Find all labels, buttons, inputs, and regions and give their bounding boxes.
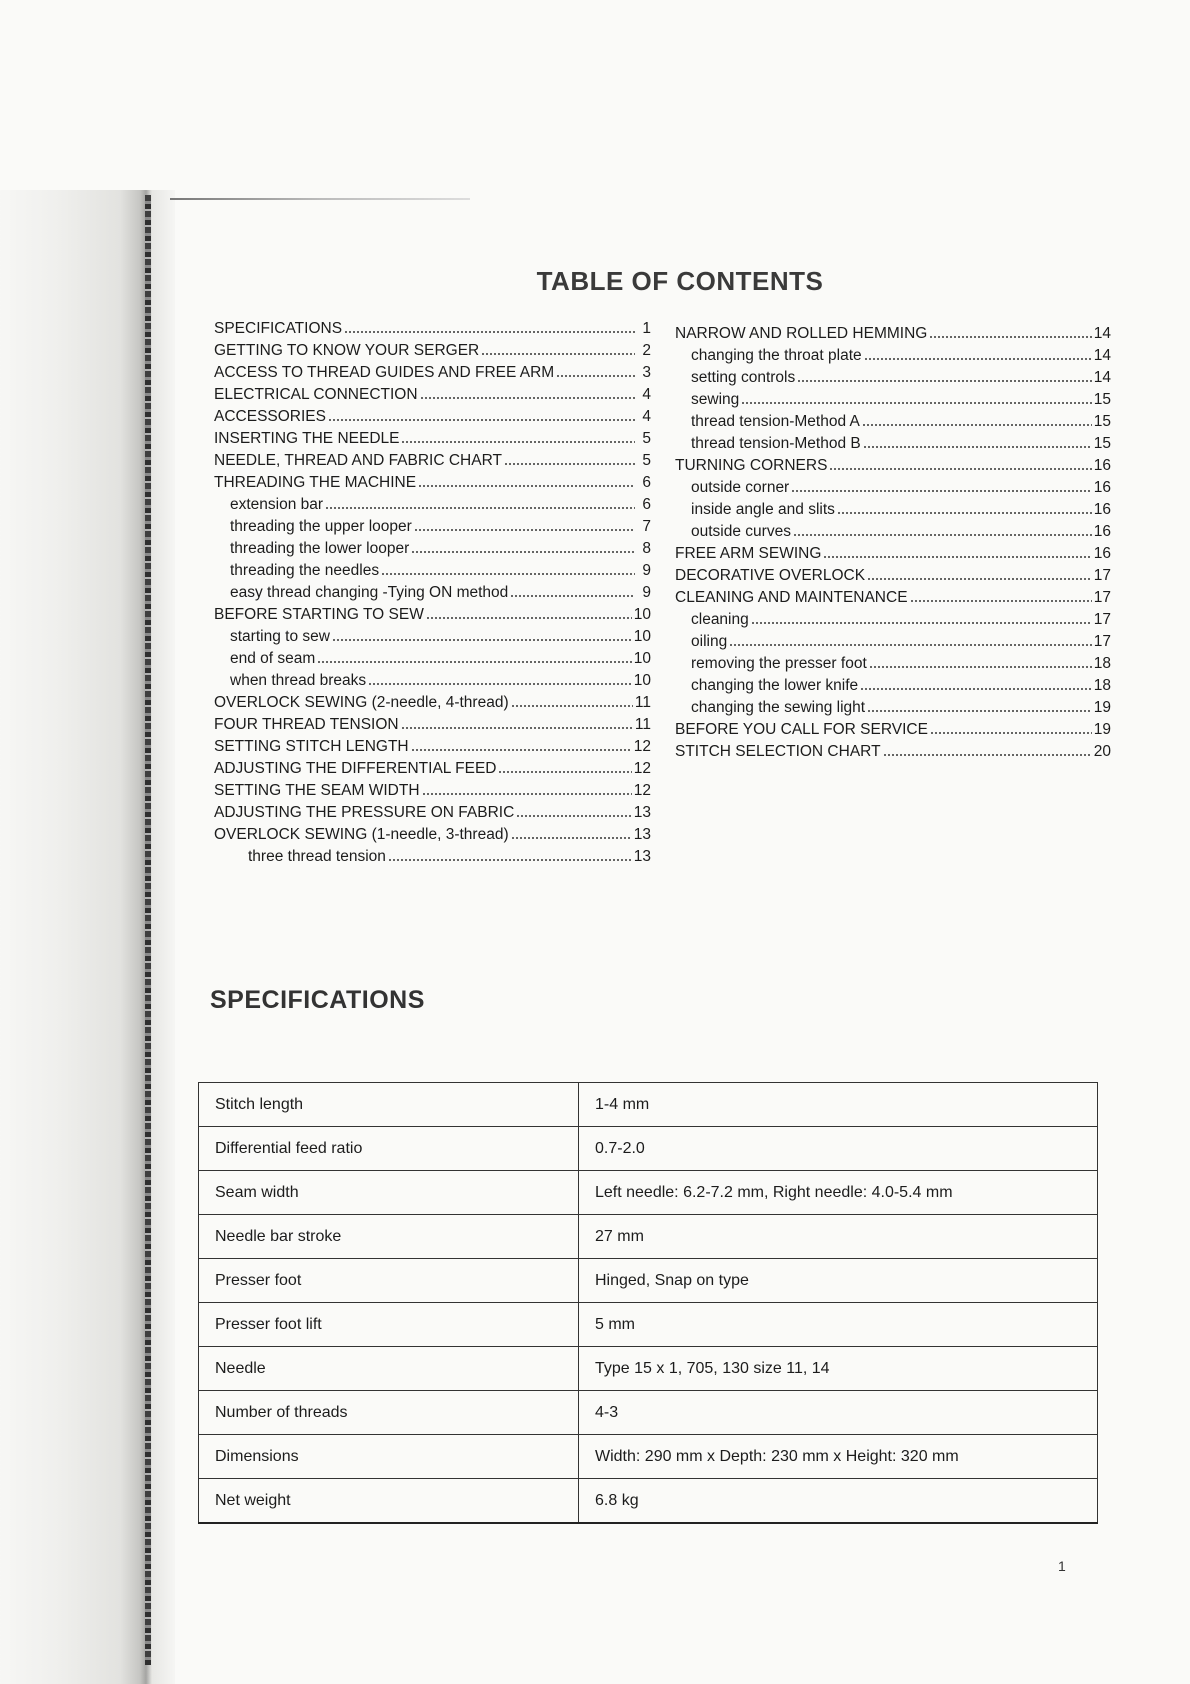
toc-entry xyxy=(675,389,1111,411)
toc-entry-page: 10 xyxy=(633,672,651,689)
toc-leader-dots xyxy=(401,440,635,444)
toc-entry xyxy=(214,340,651,362)
toc-leader-dots xyxy=(883,753,1092,757)
toc-entry-page: 16 xyxy=(1093,545,1111,562)
toc-entry xyxy=(675,675,1111,697)
toc-entry-page: 19 xyxy=(1093,721,1111,738)
toc-entry-label: INSERTING THE NEEDLE xyxy=(214,430,400,447)
toc-entry xyxy=(214,692,651,714)
toc-leader-dots xyxy=(869,665,1092,669)
toc-entry xyxy=(675,477,1111,499)
toc-leader-dots xyxy=(729,643,1092,647)
toc-entry-label: OVERLOCK SEWING (2-needle, 4-thread) xyxy=(214,694,509,711)
toc-entry-label: OVERLOCK SEWING (1-needle, 3-thread) xyxy=(214,826,509,843)
toc-entry-page: 14 xyxy=(1093,325,1111,342)
toc-entry-label: cleaning xyxy=(691,611,749,628)
toc-entry xyxy=(675,543,1111,565)
toc-leader-dots xyxy=(797,379,1092,383)
binding-edge xyxy=(145,195,151,1665)
toc-entry xyxy=(214,670,651,692)
toc-entry xyxy=(214,428,651,450)
spec-row xyxy=(199,1259,1098,1303)
toc-entry xyxy=(214,736,651,758)
toc-entry-label: thread tension-Method A xyxy=(691,413,860,430)
toc-entry-page: 14 xyxy=(1093,347,1111,364)
toc-leader-dots xyxy=(864,357,1092,361)
toc-entry xyxy=(214,450,651,472)
spec-row xyxy=(199,1391,1098,1435)
toc-entry xyxy=(675,433,1111,455)
toc-entry-label: GETTING TO KNOW YOUR SERGER xyxy=(214,342,480,359)
toc-entry xyxy=(214,758,651,780)
toc-entry xyxy=(214,538,651,560)
toc-entry-page: 16 xyxy=(1093,457,1111,474)
toc-entry xyxy=(675,609,1111,631)
toc-entry-label: TURNING CORNERS xyxy=(675,457,828,474)
spec-value: 27 mm xyxy=(579,1215,1098,1259)
toc-entry-label: ACCESS TO THREAD GUIDES AND FREE ARM xyxy=(214,364,555,381)
spec-value: Type 15 x 1, 705, 130 size 11, 14 xyxy=(579,1347,1098,1391)
toc-entry-label: threading the lower looper xyxy=(230,540,410,557)
toc-leader-dots xyxy=(481,352,635,356)
toc-entry xyxy=(214,318,651,340)
toc-leader-dots xyxy=(411,550,635,554)
toc-leader-dots xyxy=(504,462,635,466)
toc-entry-label: starting to sew xyxy=(230,628,330,645)
toc-entry xyxy=(675,719,1111,741)
toc-entry-label: when thread breaks xyxy=(230,672,367,689)
toc-entry-label: SPECIFICATIONS xyxy=(214,320,343,337)
spec-row xyxy=(199,1127,1098,1171)
toc-leader-dots xyxy=(328,418,635,422)
toc-leader-dots xyxy=(422,792,632,796)
spec-name: Stitch length xyxy=(199,1083,579,1127)
toc-entry-label: ELECTRICAL CONNECTION xyxy=(214,386,418,403)
spec-row xyxy=(199,1347,1098,1391)
toc-entry xyxy=(675,455,1111,477)
toc-leader-dots xyxy=(751,621,1092,625)
toc-leader-dots xyxy=(930,731,1092,735)
toc-entry-page: 5 xyxy=(642,430,651,447)
spec-value: 0.7-2.0 xyxy=(579,1127,1098,1171)
toc-leader-dots xyxy=(829,467,1091,471)
toc-entry-label: thread tension-Method B xyxy=(691,435,861,452)
toc-leader-dots xyxy=(317,660,631,664)
toc-entry-label: BEFORE STARTING TO SEW xyxy=(214,606,424,623)
toc-entry-page: 9 xyxy=(642,584,651,601)
toc-entry-page: 12 xyxy=(633,760,651,777)
toc-entry-page: 13 xyxy=(633,826,651,843)
toc-entry-page: 8 xyxy=(642,540,651,557)
spec-value: 4-3 xyxy=(579,1391,1098,1435)
spec-value: Hinged, Snap on type xyxy=(579,1259,1098,1303)
toc-entry xyxy=(214,626,651,648)
toc-leader-dots xyxy=(863,445,1092,449)
toc-entry xyxy=(214,384,651,406)
spec-row xyxy=(199,1215,1098,1259)
toc-entry-label: end of seam xyxy=(230,650,316,667)
toc-entry-label: FREE ARM SEWING xyxy=(675,545,822,562)
toc-entry xyxy=(675,697,1111,719)
spec-name: Number of threads xyxy=(199,1391,579,1435)
specifications-title: SPECIFICATIONS xyxy=(210,986,425,1014)
spec-name: Net weight xyxy=(199,1479,579,1524)
toc-entry xyxy=(214,714,651,736)
toc-entry xyxy=(214,824,651,846)
toc-entry-label: THREADING THE MACHINE xyxy=(214,474,417,491)
toc-entry-page: 4 xyxy=(642,408,651,425)
toc-entry xyxy=(214,846,651,868)
specifications-table xyxy=(198,1082,1098,1524)
spec-name: Differential feed ratio xyxy=(199,1127,579,1171)
toc-entry-page: 15 xyxy=(1093,413,1111,430)
toc-entry-page: 5 xyxy=(642,452,651,469)
toc-leader-dots xyxy=(381,572,635,576)
toc-entry xyxy=(214,362,651,384)
spec-row xyxy=(199,1083,1098,1127)
toc-entry-label: NEEDLE, THREAD AND FABRIC CHART xyxy=(214,452,502,469)
spec-value: Left needle: 6.2-7.2 mm, Right needle: 4.0-5.4 mm xyxy=(579,1171,1098,1215)
toc-entry-label: setting controls xyxy=(691,369,796,386)
toc-entry-label: DECORATIVE OVERLOCK xyxy=(675,567,866,584)
toc-leader-dots xyxy=(332,638,632,642)
toc-entry xyxy=(675,323,1111,345)
toc-entry-page: 3 xyxy=(642,364,651,381)
toc-entry-label: easy thread changing -Tying ON method xyxy=(230,584,509,601)
spec-row xyxy=(199,1171,1098,1215)
toc-entry xyxy=(675,521,1111,543)
toc-entry xyxy=(675,631,1111,653)
toc-entry-page: 18 xyxy=(1093,655,1111,672)
toc-entry-page: 6 xyxy=(642,496,651,513)
toc-entry-label: SETTING THE SEAM WIDTH xyxy=(214,782,420,799)
toc-entry xyxy=(675,587,1111,609)
toc-entry xyxy=(214,582,651,604)
toc-entry-label: changing the sewing light xyxy=(691,699,866,716)
toc-leader-dots xyxy=(368,682,632,686)
toc-entry-page: 4 xyxy=(642,386,651,403)
spec-name: Seam width xyxy=(199,1171,579,1215)
toc-leader-dots xyxy=(910,599,1092,603)
toc-entry-label: changing the lower knife xyxy=(691,677,859,694)
toc-entry-page: 12 xyxy=(633,738,651,755)
toc-leader-dots xyxy=(862,423,1092,427)
toc-entry-label: outside corner xyxy=(691,479,790,496)
toc-leader-dots xyxy=(325,506,635,510)
toc-leader-dots xyxy=(556,374,635,378)
toc-leader-dots xyxy=(401,726,633,730)
toc-entry-label: outside curves xyxy=(691,523,791,540)
toc-leader-dots xyxy=(510,594,635,598)
toc-entry xyxy=(214,780,651,802)
spec-value: 6.8 kg xyxy=(579,1479,1098,1524)
toc-entry xyxy=(214,802,651,824)
toc-entry xyxy=(675,499,1111,521)
toc-entry-page: 15 xyxy=(1093,435,1111,452)
toc-entry-label: threading the upper looper xyxy=(230,518,412,535)
toc-entry xyxy=(214,516,651,538)
toc-left-column xyxy=(214,318,651,868)
toc-entry-page: 2 xyxy=(642,342,651,359)
toc-entry-page: 10 xyxy=(633,606,651,623)
spec-value: Width: 290 mm x Depth: 230 mm x Height: 320 mm xyxy=(579,1435,1098,1479)
spec-name: Presser foot lift xyxy=(199,1303,579,1347)
toc-entry-page: 17 xyxy=(1093,567,1111,584)
spec-row xyxy=(199,1435,1098,1479)
toc-entry-label: STITCH SELECTION CHART xyxy=(675,743,881,760)
toc-entry-page: 20 xyxy=(1093,743,1111,760)
toc-entry-page: 12 xyxy=(633,782,651,799)
toc-entry-page: 1 xyxy=(642,320,651,337)
toc-leader-dots xyxy=(411,748,632,752)
toc-entry-page: 14 xyxy=(1093,369,1111,386)
toc-entry-page: 19 xyxy=(1093,699,1111,716)
toc-entry-label: ADJUSTING THE PRESSURE ON FABRIC xyxy=(214,804,515,821)
toc-entry-page: 15 xyxy=(1093,391,1111,408)
spec-name: Needle xyxy=(199,1347,579,1391)
toc-entry xyxy=(214,560,651,582)
toc-entry-label: extension bar xyxy=(230,496,324,513)
toc-entry-page: 11 xyxy=(634,694,651,711)
toc-entry xyxy=(675,345,1111,367)
toc-entry xyxy=(214,494,651,516)
toc-leader-dots xyxy=(741,401,1092,405)
toc-entry-page: 10 xyxy=(633,628,651,645)
toc-entry-page: 7 xyxy=(642,518,651,535)
toc-entry xyxy=(675,565,1111,587)
toc-leader-dots xyxy=(511,704,633,708)
toc-entry-page: 11 xyxy=(634,716,651,733)
toc-entry-label: CLEANING AND MAINTENANCE xyxy=(675,589,908,606)
spec-value: 1-4 mm xyxy=(579,1083,1098,1127)
toc-leader-dots xyxy=(929,335,1091,339)
toc-leader-dots xyxy=(511,836,632,840)
toc-leader-dots xyxy=(837,511,1092,515)
toc-entry-label: ADJUSTING THE DIFFERENTIAL FEED xyxy=(214,760,497,777)
toc-leader-dots xyxy=(823,555,1091,559)
toc-entry-page: 9 xyxy=(642,562,651,579)
toc-leader-dots xyxy=(793,533,1092,537)
toc-entry-label: sewing xyxy=(691,391,740,408)
spec-row xyxy=(199,1479,1098,1524)
toc-entry-label: BEFORE YOU CALL FOR SERVICE xyxy=(675,721,928,738)
toc-entry-label: three thread tension xyxy=(248,848,386,865)
spec-name: Presser foot xyxy=(199,1259,579,1303)
toc-entry-page: 6 xyxy=(642,474,651,491)
toc-entry-label: changing the throat plate xyxy=(691,347,862,364)
toc-entry-label: oiling xyxy=(691,633,728,650)
toc-entry-page: 16 xyxy=(1093,501,1111,518)
toc-entry-page: 16 xyxy=(1093,479,1111,496)
toc-entry xyxy=(214,648,651,670)
toc-title: TABLE OF CONTENTS xyxy=(536,266,824,296)
toc-leader-dots xyxy=(418,484,635,488)
toc-entry xyxy=(214,406,651,428)
toc-entry-label: ACCESSORIES xyxy=(214,408,326,425)
toc-leader-dots xyxy=(426,616,632,620)
toc-leader-dots xyxy=(498,770,631,774)
page-number: 1 xyxy=(1058,1558,1066,1574)
toc-leader-dots xyxy=(388,858,632,862)
scan-artifact-line xyxy=(170,198,470,200)
spec-row xyxy=(199,1303,1098,1347)
toc-entry-page: 18 xyxy=(1093,677,1111,694)
toc-entry-label: FOUR THREAD TENSION xyxy=(214,716,399,733)
toc-entry-page: 17 xyxy=(1093,611,1111,628)
toc-leader-dots xyxy=(516,814,631,818)
spec-value: 5 mm xyxy=(579,1303,1098,1347)
toc-entry xyxy=(675,367,1111,389)
toc-entry-page: 13 xyxy=(633,804,651,821)
toc-entry-page: 10 xyxy=(633,650,651,667)
toc-leader-dots xyxy=(867,709,1092,713)
toc-leader-dots xyxy=(867,577,1092,581)
toc-entry xyxy=(675,741,1111,763)
spec-name: Needle bar stroke xyxy=(199,1215,579,1259)
toc-entry xyxy=(675,411,1111,433)
toc-entry-page: 17 xyxy=(1093,589,1111,606)
toc-leader-dots xyxy=(791,489,1092,493)
toc-right-column xyxy=(675,323,1111,763)
toc-entry-label: inside angle and slits xyxy=(691,501,835,518)
toc-leader-dots xyxy=(344,330,635,334)
toc-entry-label: SETTING STITCH LENGTH xyxy=(214,738,409,755)
toc-entry-page: 17 xyxy=(1093,633,1111,650)
toc-entry-label: threading the needles xyxy=(230,562,380,579)
toc-entry-page: 13 xyxy=(633,848,651,865)
toc-entry-page: 16 xyxy=(1093,523,1111,540)
toc-entry-label: removing the presser foot xyxy=(691,655,867,672)
toc-leader-dots xyxy=(860,687,1092,691)
toc-entry-label: NARROW AND ROLLED HEMMING xyxy=(675,325,928,342)
toc-entry xyxy=(675,653,1111,675)
spec-name: Dimensions xyxy=(199,1435,579,1479)
toc-leader-dots xyxy=(414,528,635,532)
toc-entry xyxy=(214,604,651,626)
toc-leader-dots xyxy=(420,396,635,400)
toc-entry xyxy=(214,472,651,494)
